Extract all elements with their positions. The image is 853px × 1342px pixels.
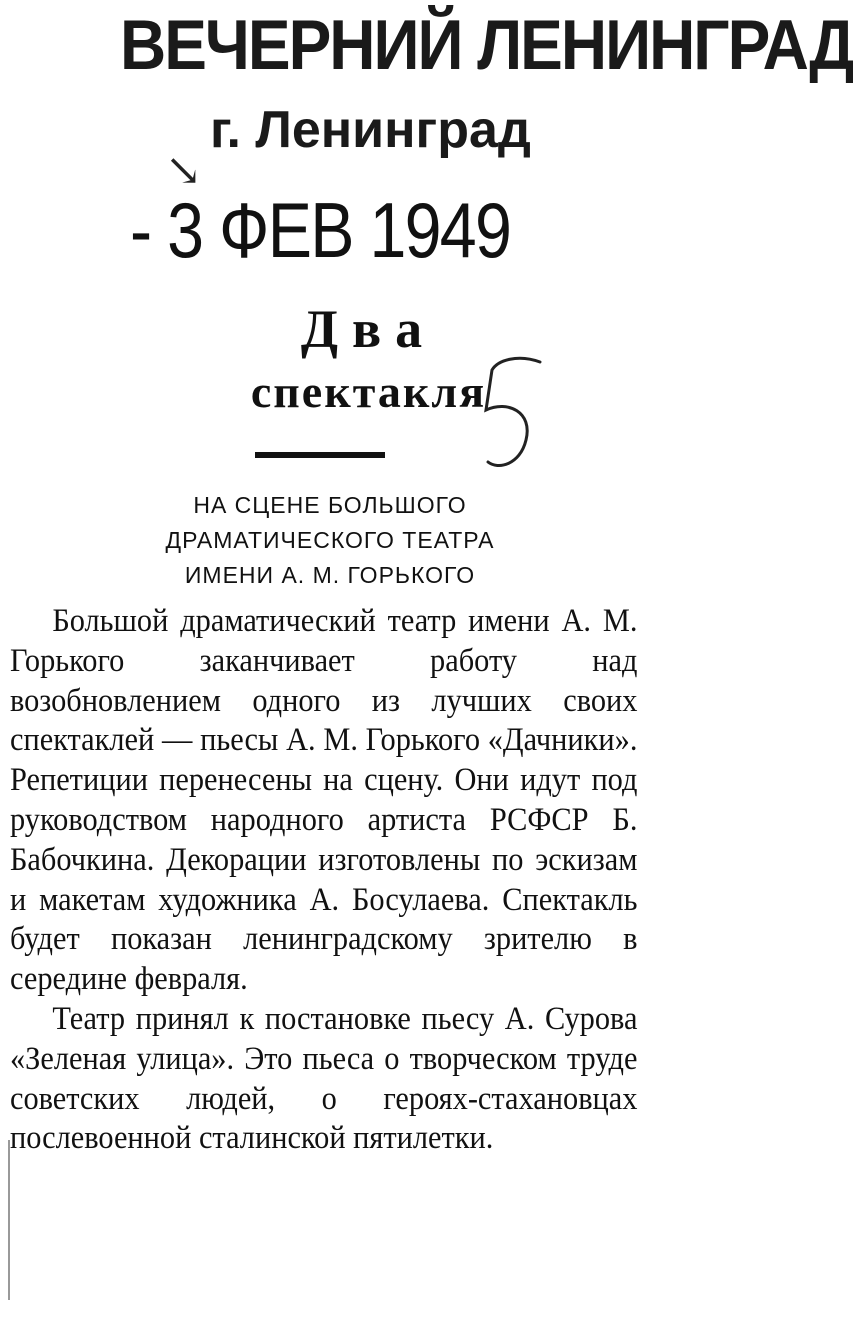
article-paragraph: Театр принял к постановке пьесу А. Сурова «Зеленая улица». Это пьеса о творческом труде советских людей, о героях-стахановцах послевоенной сталинской пятилетки. xyxy=(10,1000,638,1157)
subtitle-line: ИМЕНИ А. М. ГОРЬКОГО xyxy=(184,562,476,588)
archive-stamp xyxy=(110,0,853,300)
article-body xyxy=(10,602,637,1159)
handwritten-mark-icon xyxy=(478,350,548,480)
article-paragraph: Большой драматический театр имени А. М. Горького заканчивает работу над возобновлением одного из лучших своих спектаклей — пьесы А. М. Горького «Дачники». Репетиции перенесены на сцену. Они идут под руководством народного артиста РСФСР Б. Бабочкина. Декорации изготовлены по эскизам и макетам художника А. Босулаева. Спектакль будет показан ленинградскому зрителю в середине февраля. xyxy=(10,603,638,998)
margin-line xyxy=(8,1140,10,1300)
article-title-line2: спектакля xyxy=(250,366,487,417)
stamp-date: - 3 ФЕВ 1949 xyxy=(130,186,511,274)
stamp-newspaper-name: ВЕЧЕРНИЙ ЛЕНИНГРАД xyxy=(120,5,853,85)
article-title-line1: Два xyxy=(300,299,437,359)
article-subtitle xyxy=(0,488,660,593)
stamp-arrow-icon: ↘ xyxy=(165,146,202,195)
title-divider xyxy=(255,452,385,458)
subtitle-line: НА СЦЕНЕ БОЛЬШОГО xyxy=(193,492,467,518)
stamp-city: г. Ленинград xyxy=(210,101,531,159)
subtitle-line: ДРАМАТИЧЕСКОГО ТЕАТРА xyxy=(165,527,495,553)
